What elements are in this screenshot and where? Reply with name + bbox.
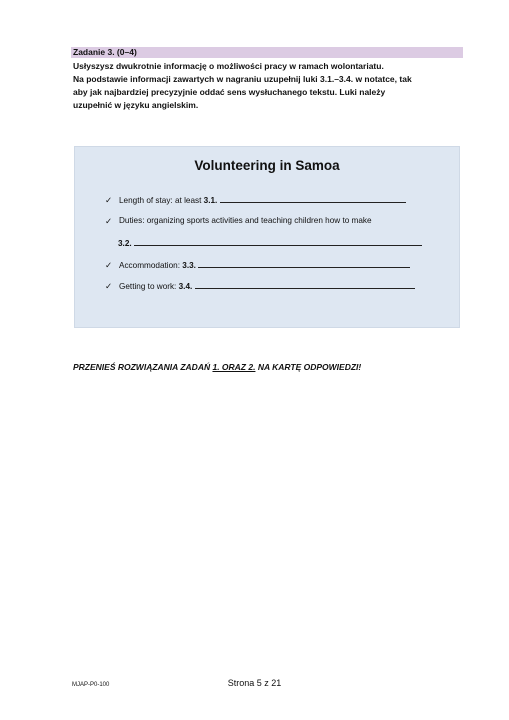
task-header: Zadanie 3. (0–4) bbox=[71, 47, 463, 58]
answer-line-3-3[interactable] bbox=[198, 259, 410, 268]
gap-number: 3.4. bbox=[178, 282, 193, 291]
instruction-line: Na podstawie informacji zawartych w nagraniu uzupełnij luki 3.1.–3.4. w notatce, tak bbox=[73, 74, 412, 84]
note-item-label: Accommodation: bbox=[119, 261, 183, 270]
note-item-label: Getting to work: bbox=[119, 282, 179, 291]
note-item-duties-gap bbox=[118, 237, 422, 250]
check-icon: ✓ bbox=[105, 195, 113, 205]
instruction-line: uzupełnić w języku angielskim. bbox=[73, 100, 199, 110]
exam-code: MJAP-P0-100 bbox=[72, 682, 110, 688]
task-instructions bbox=[73, 60, 465, 112]
answer-line-3-4[interactable] bbox=[195, 280, 415, 289]
note-item-label: Duties: organizing sports activities and teaching children how to make bbox=[119, 216, 372, 225]
transfer-text: NA KARTĘ ODPOWIEDZI! bbox=[255, 362, 362, 372]
gap-number: 3.3. bbox=[182, 261, 196, 270]
instruction-line: aby jak najbardziej precyzyjnie oddać sens wysłuchanego tekstu. Luki należy bbox=[73, 87, 386, 97]
gap-number: 3.1. bbox=[203, 196, 218, 205]
transfer-text: PRZENIEŚ ROZWIĄZANIA ZADAŃ bbox=[73, 362, 213, 372]
gap-number: 3.2. bbox=[118, 239, 132, 248]
instruction-line: Usłyszysz dwukrotnie informację o możliwości pracy w ramach wolontariatu. bbox=[73, 61, 384, 71]
note-item-length bbox=[119, 194, 406, 207]
page-number: Strona 5 z 21 bbox=[227, 678, 282, 688]
check-icon: ✓ bbox=[105, 260, 113, 270]
transfer-tasks: 1. ORAZ 2. bbox=[212, 362, 256, 372]
transfer-instruction bbox=[73, 362, 361, 372]
check-icon: ✓ bbox=[105, 281, 113, 291]
note-item-duties bbox=[119, 215, 372, 227]
note-item-accommodation bbox=[119, 259, 410, 272]
note-title: Volunteering in Samoa bbox=[194, 158, 340, 173]
note-box bbox=[74, 146, 460, 328]
check-icon: ✓ bbox=[105, 216, 113, 226]
answer-line-3-2[interactable] bbox=[134, 237, 422, 246]
note-item-getting-to-work bbox=[119, 280, 415, 293]
answer-line-3-1[interactable] bbox=[220, 194, 406, 203]
note-item-label: Length of stay: at least bbox=[119, 196, 204, 205]
